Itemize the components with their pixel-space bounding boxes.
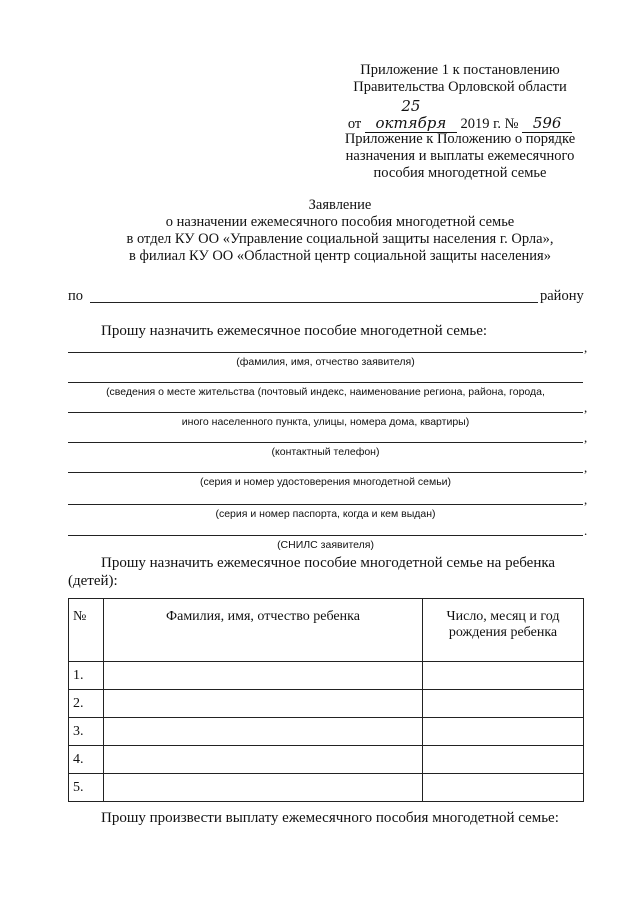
request-text-3: Прошу произвести выплату ежемесячного пособия многодетной семье: bbox=[101, 810, 559, 826]
title-line-2: о назначении ежемесячного пособия многодетной семье bbox=[165, 214, 515, 230]
table-row bbox=[69, 662, 584, 690]
request-text-1: Прошу назначить ежемесячное пособие многодетной семье: bbox=[101, 323, 488, 339]
snils-field[interactable] bbox=[68, 535, 583, 536]
col-header-dob bbox=[423, 599, 584, 662]
title-line-4: в филиал КУ ОО «Областной центр социальной защиты населения» bbox=[129, 248, 551, 264]
application-title bbox=[20, 197, 640, 265]
applicant-fio-field[interactable] bbox=[68, 352, 583, 353]
row-number: 2. bbox=[69, 690, 104, 718]
row-number: 5. bbox=[69, 774, 104, 802]
child-dob-cell[interactable] bbox=[423, 774, 584, 802]
hint-snils: (СНИЛС заявителя) bbox=[277, 539, 374, 551]
col-dob-line-1: Число, месяц и год bbox=[446, 609, 560, 624]
child-fio-cell[interactable] bbox=[104, 718, 423, 746]
address-field-1[interactable] bbox=[68, 382, 583, 383]
district-field[interactable] bbox=[90, 302, 538, 303]
request2-line-1: Прошу назначить ежемесячное пособие многодетной семье на ребенка bbox=[101, 555, 556, 571]
row-number: 3. bbox=[69, 718, 104, 746]
col-dob-line-2: рождения ребенка bbox=[448, 625, 558, 640]
row-number: 4. bbox=[69, 746, 104, 774]
hint-certificate: (серия и номер удостоверения многодетной семьи) bbox=[199, 476, 452, 488]
district-prefix: по bbox=[68, 288, 84, 304]
passport-field[interactable] bbox=[68, 504, 583, 505]
child-fio-cell[interactable] bbox=[104, 662, 423, 690]
period: . bbox=[584, 523, 588, 538]
appendix-line-3: пособия многодетной семье bbox=[373, 165, 547, 181]
hint-address-2: иного населенного пункта, улицы, номера дома, квартиры) bbox=[181, 416, 470, 428]
header-date-line bbox=[290, 98, 630, 133]
appendix-note bbox=[290, 131, 630, 182]
title-line-3: в отдел КУ ОО «Управление социальной защиты населения г. Орла», bbox=[126, 231, 554, 247]
hint-phone: (контактный телефон) bbox=[271, 446, 380, 458]
year-text: 2019 г. № bbox=[460, 116, 519, 132]
district-suffix: району bbox=[540, 288, 584, 304]
table-row bbox=[69, 718, 584, 746]
resolution-header bbox=[290, 62, 630, 133]
table-header-row bbox=[69, 599, 584, 662]
table-row bbox=[69, 746, 584, 774]
child-fio-cell[interactable] bbox=[104, 746, 423, 774]
hint-fio: (фамилия, имя, отчество заявителя) bbox=[236, 356, 415, 368]
appendix-line-1: Приложение к Положению о порядке bbox=[344, 131, 576, 147]
row-number: 1. bbox=[69, 662, 104, 690]
header-line-1: Приложение 1 к постановлению bbox=[360, 62, 560, 78]
child-dob-cell[interactable] bbox=[423, 690, 584, 718]
address-field-2[interactable] bbox=[68, 412, 583, 413]
comma: , bbox=[584, 492, 588, 507]
child-fio-cell[interactable] bbox=[104, 690, 423, 718]
table-row bbox=[69, 774, 584, 802]
header-line-2: Правительства Орловской области bbox=[353, 79, 567, 95]
handwritten-number: 596 bbox=[522, 115, 572, 133]
children-table bbox=[68, 598, 584, 802]
comma: , bbox=[584, 430, 588, 445]
handwritten-date: 25 октября bbox=[365, 98, 457, 133]
request2-line-2: (детей): bbox=[68, 573, 118, 589]
hint-address-1: (сведения о месте жительства (почтовый индекс, наименование региона, района, города, bbox=[106, 386, 545, 398]
comma: , bbox=[584, 400, 588, 415]
title-line-1: Заявление bbox=[308, 197, 372, 213]
child-dob-cell[interactable] bbox=[423, 746, 584, 774]
date-prefix: от bbox=[347, 116, 362, 132]
child-fio-cell[interactable] bbox=[104, 774, 423, 802]
table-row bbox=[69, 690, 584, 718]
comma: , bbox=[584, 340, 588, 355]
child-dob-cell[interactable] bbox=[423, 718, 584, 746]
child-dob-cell[interactable] bbox=[423, 662, 584, 690]
request-text-2 bbox=[68, 554, 584, 590]
phone-field[interactable] bbox=[68, 442, 583, 443]
appendix-line-2: назначения и выплаты ежемесячного bbox=[345, 148, 575, 164]
col-header-number: № bbox=[69, 599, 104, 662]
col-header-fio: Фамилия, имя, отчество ребенка bbox=[104, 599, 423, 662]
comma: , bbox=[584, 460, 588, 475]
certificate-field[interactable] bbox=[68, 472, 583, 473]
hint-passport: (серия и номер паспорта, когда и кем выдан) bbox=[215, 508, 436, 520]
